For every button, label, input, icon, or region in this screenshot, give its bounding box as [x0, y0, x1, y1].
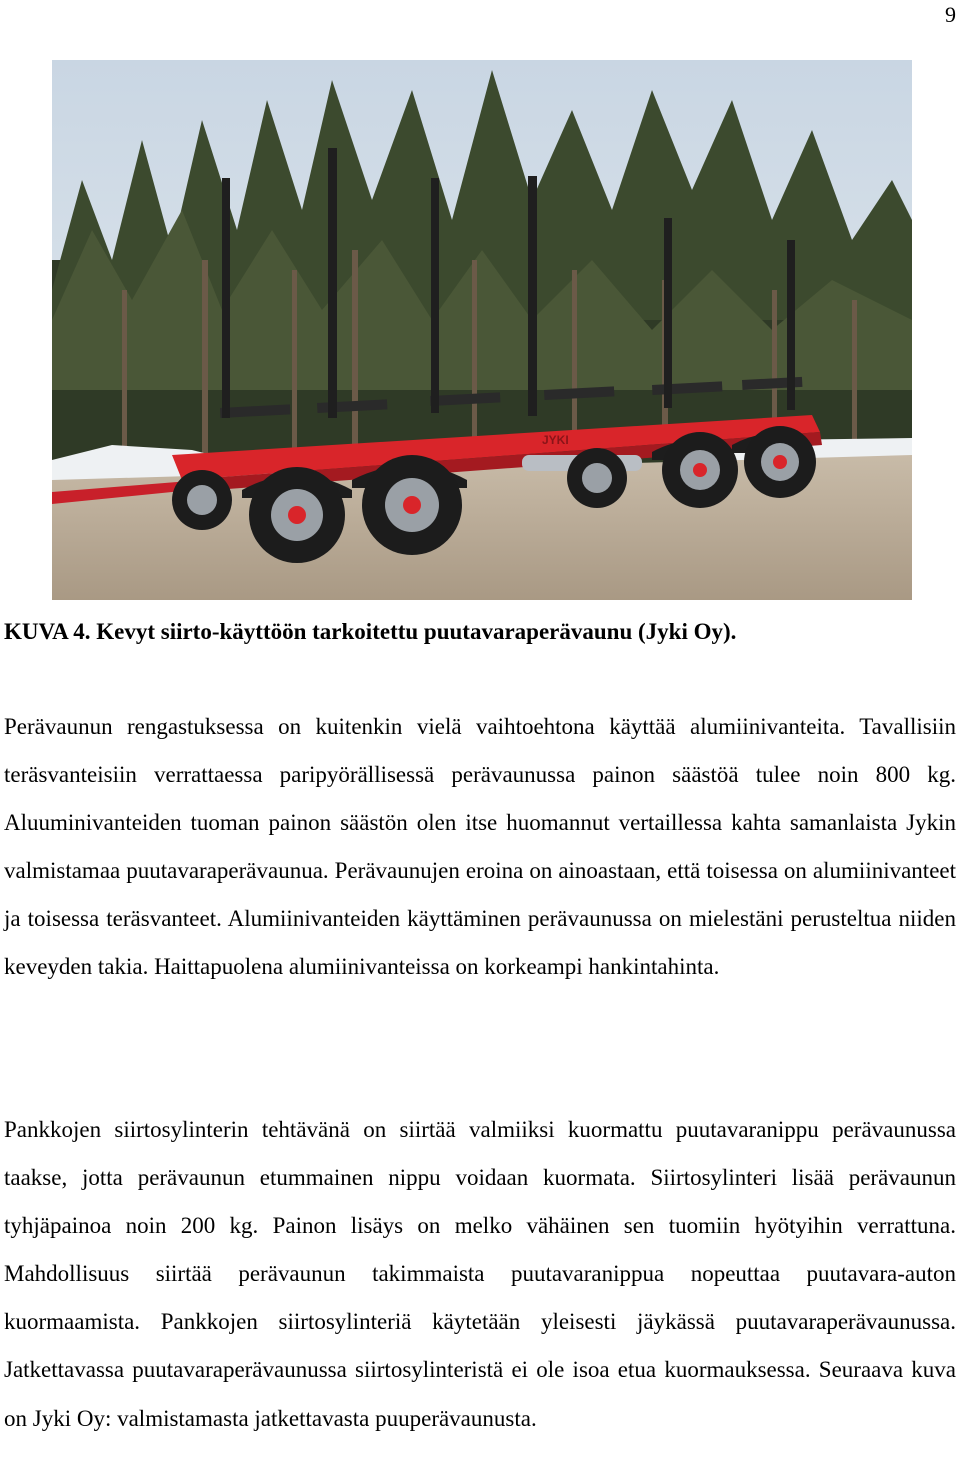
brand-mark: JYKI: [542, 433, 569, 447]
figure-caption: KUVA 4. Kevyt siirto-käyttöön tarkoitettu puutavaraperävaunu (Jyki Oy).: [4, 619, 737, 644]
trailer-photo: [52, 60, 912, 600]
trailer-photo-illustration: [52, 60, 912, 600]
paragraph-bunk-shift-cylinder: Pankkojen siirtosylinterin tehtävänä on siirtää valmiiksi kuormattu puutavaranippu perävaunussa taakse, jotta perävaunun etummainen nippu voidaan kuormata. Siirtosylinteri lisää perävaunun tyhjäpainoa noin 200 kg. Painon lisäys on melko vähäinen sen tuomiin hyötyihin verrattuna. Mahdollisuus siirtää perävaunun takimmaista puutavaranippua nopeuttaa puutavara-auton kuormaamista. Pankkojen siirtosylinteriä käytetään yleisesti jäykässä puutavaraperävaunussa. Jatkettavassa puutavaraperävaunussa siirtosylinteristä ei ole isoa etua kuormauksessa. Seuraava kuva on Jyki Oy: valmistamasta jatkettavasta puuperävaunusta.: [4, 1117, 956, 1431]
paragraph-aluminium-rims: Perävaunun rengastuksessa on kuitenkin vielä vaihtoehtona käyttää alumiinivanteita. Tavallisiin teräsvanteisiin verrattaessa paripyörällisessä perävaunussa painon säästöä tulee noin 800 kg. Aluuminivanteiden tuoman painon säästön olen itse huomannut vertaillessa kahta samanlaista Jykin valmistamaa puutavaraperävaunua. Perävaunujen eroina on ainoastaan, että toisessa on alumiinivanteet ja toisessa teräsvanteet. Alumiinivanteiden käyttäminen perävaunussa on mielestäni perusteltua niiden keveyden takia. Haittapuolena alumiinivanteissa on korkeampi hankintahinta.: [4, 714, 956, 980]
page-number: 9: [945, 2, 956, 27]
